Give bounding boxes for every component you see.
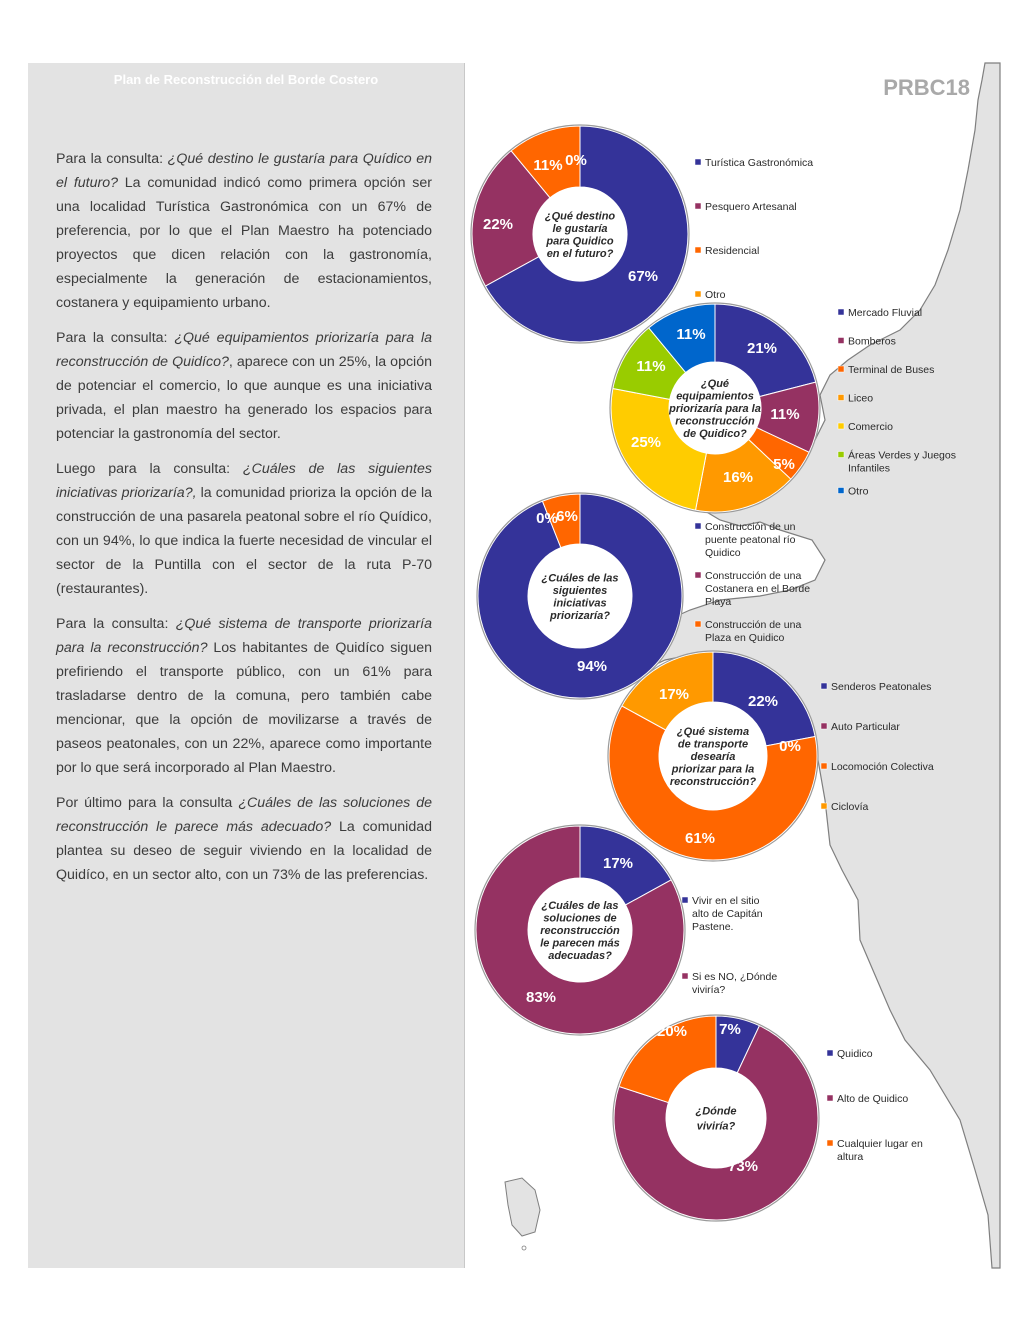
data-label: 5% — [773, 456, 795, 473]
legend-label: Otro — [848, 485, 869, 498]
chart-question-line: reconstrucción? — [669, 776, 757, 788]
chart-question-line: ¿Cuáles de las — [541, 572, 619, 585]
paragraph-text: Para la consulta: — [56, 151, 168, 167]
chart-question-line: le gustaría — [552, 222, 608, 235]
chart-question-line: ¿Qué — [700, 378, 730, 390]
legend-swatch — [827, 1095, 833, 1101]
legend-label: Quidico — [837, 1048, 873, 1060]
chart-question-line: adecuadas? — [548, 950, 612, 962]
legend-label: Bomberos — [848, 335, 896, 348]
document-title: Plan de Reconstrucción del Borde Costero — [113, 72, 379, 87]
legend-swatch — [695, 291, 701, 297]
legend-label: Plaza en Quidico — [705, 632, 785, 644]
donut-hole — [666, 1068, 766, 1168]
question-text: ¿Qué sistema de transporte priorizaría para la reconstrucción? — [56, 616, 432, 656]
legend-swatch — [695, 523, 701, 529]
paragraph-text: la comunidad prioriza la opción de la construcción de una pasarela peatonal sobre el río Quídico, con un 94%, lo que indica la fuerte necesidad de vincular el sector de la Puntilla con el sector de la ruta P-70 (restaurantes). — [56, 485, 432, 597]
chart-question-line: siguientes — [552, 584, 608, 597]
legend-swatch — [838, 423, 844, 429]
data-label: 16% — [722, 469, 754, 486]
legend-label: alto de Capitán — [692, 908, 763, 920]
chart-question-line: reconstrucción — [675, 415, 755, 428]
chart-question-line: iniciativas — [553, 597, 607, 610]
legend-swatch — [838, 338, 844, 344]
legend-swatch — [695, 247, 701, 253]
legend-label: Senderos Peatonales — [831, 681, 932, 693]
legend-label: Cualquier lugar en — [837, 1138, 923, 1150]
data-label: 25% — [630, 434, 662, 451]
legend-label: Comercio — [848, 421, 893, 433]
data-label: 11% — [676, 326, 706, 343]
legend-label: Pesquero Artesanal — [705, 201, 797, 213]
chart-question-line: ¿Cuáles de las — [541, 900, 619, 912]
chart-question-line: priorizaría? — [550, 609, 610, 622]
legend-swatch — [827, 1140, 833, 1146]
legend-label: Construcción de un — [705, 521, 796, 533]
legend-swatch — [827, 1050, 833, 1056]
data-label: 22% — [747, 693, 779, 710]
data-label: 61% — [684, 830, 716, 847]
legend-label: Ciclovía — [831, 801, 869, 813]
legend-swatch — [821, 683, 827, 689]
legend-swatch — [838, 366, 844, 372]
data-label: 83% — [525, 989, 557, 1006]
legend-label: Auto Particular — [831, 721, 900, 733]
paragraph-text: Por último para la consulta — [56, 795, 239, 811]
chart-question-line: de Quidico? — [683, 428, 747, 440]
data-label: 11% — [770, 406, 800, 423]
legend-label: Costanera en el Borde — [705, 583, 811, 595]
paragraph-text: Luego para la consulta: — [56, 461, 243, 477]
donut-chart-1 — [471, 125, 813, 343]
data-label: 22% — [482, 216, 514, 233]
legend-label: Turística Gastronómica — [705, 157, 814, 169]
legend-label: Mercado Fluvial — [848, 307, 923, 319]
data-label: 21% — [746, 340, 778, 357]
data-label: 17% — [658, 686, 690, 703]
legend-swatch — [821, 723, 827, 729]
chart-question-line: ¿Dónde — [695, 1105, 737, 1118]
legend-label: Construcción de una — [705, 570, 802, 582]
legend-label: puente peatonal río — [705, 534, 796, 546]
legend-swatch — [838, 309, 844, 315]
legend-label: Residencial — [705, 245, 760, 257]
legend-label: altura — [837, 1151, 864, 1163]
chart-question-line: para Quidico — [546, 235, 614, 248]
legend-label: Construcción de una — [705, 619, 802, 631]
legend-swatch — [838, 452, 844, 458]
data-label: 73% — [727, 1158, 759, 1175]
chart-question-line: ¿Qué sistema — [676, 726, 750, 738]
data-label: 0% — [565, 152, 587, 169]
data-label: 0% — [779, 738, 801, 755]
legend-label: viviría? — [692, 984, 726, 996]
question-text: ¿Cuáles de las soluciones de reconstrucción le parece más adecuado? — [56, 795, 432, 835]
legend-swatch — [682, 897, 688, 903]
legend-swatch — [838, 488, 844, 494]
legend-label: Alto de Quidico — [837, 1093, 909, 1105]
chart-question-line: priorizaría para la — [669, 403, 761, 415]
page-number: 20 — [908, 1194, 980, 1266]
chart-question-line: desearía — [690, 751, 736, 763]
question-text: ¿Qué equipamientos priorizaría para la reconstrucción de Quidíco? — [56, 330, 433, 370]
chart-question-line: en el futuro? — [546, 247, 614, 260]
data-label: 7% — [719, 1021, 741, 1038]
chart-question-line: soluciones de — [543, 912, 617, 925]
legend-swatch — [695, 159, 701, 165]
paragraph-text: , aparece con un 25%, la opción de potenciar el comercio, lo que aunque es una iniciativa privada, el plan maestro ha generado los espacios para potenciar la gastronomía del sector. — [56, 354, 432, 442]
data-label: 20% — [656, 1023, 688, 1040]
data-label: 17% — [602, 855, 634, 872]
legend-label: Si es NO, ¿Dónde — [692, 971, 778, 983]
data-label: 6% — [556, 508, 578, 525]
document-code: PRBC18 — [883, 75, 970, 100]
legend-label: Locomoción Colectiva — [831, 761, 934, 773]
chart-question-line: equipamientos — [676, 390, 754, 403]
paragraph-text: La comunidad indicó como primera opción ser una localidad Turística Gastronómica con un 67% de preferencia, por lo que el Plan Maestro ha potenciado proyectos que dicen relación con la gastronomía, especialmente la generación de estacionamientos, costanera y equipamiento urbano. — [56, 175, 432, 311]
question-text: ¿Qué destino le gustaría para Quídico en el futuro? — [56, 151, 433, 191]
data-label: 0% — [536, 510, 558, 527]
legend-label: Liceo — [848, 392, 874, 405]
legend-label: Terminal de Buses — [848, 364, 935, 376]
legend-label: Pastene. — [692, 921, 734, 933]
legend-swatch — [695, 621, 701, 627]
paragraph-text: La comunidad plantea su deseo de seguir viviendo en la localidad de Quidíco, en un sector alto, con un 73% de las preferencias. — [56, 819, 432, 883]
legend-label: Áreas Verdes y Juegos — [848, 449, 956, 462]
legend-swatch — [695, 203, 701, 209]
chart-question-line: le parecen más — [540, 937, 620, 950]
legend-swatch — [821, 803, 827, 809]
paragraph-text: Para la consulta: — [56, 616, 176, 632]
legend-label: Otro — [705, 289, 726, 301]
donut-chart-6 — [613, 1015, 923, 1221]
data-label: 94% — [576, 658, 608, 675]
paragraph-text: Los habitantes de Quidíco siguen prefiriendo el transporte público, con un 61% para trasladarse dentro de la comuna, pero también cabe mencionar, que la opción de movilizarse a través de paseos peatonales, con un 22%, aparece como importante por lo que será incorporado al Plan Maestro. — [56, 640, 432, 776]
legend-swatch — [821, 763, 827, 769]
legend-label: Playa — [705, 596, 732, 608]
legend-label: Vivir en el sitio — [692, 895, 760, 907]
legend-swatch — [682, 973, 688, 979]
chart-question-line: reconstrucción — [540, 925, 620, 937]
legend-swatch — [695, 572, 701, 578]
data-label: 11% — [533, 157, 563, 174]
question-text: ¿Cuáles de las siguientes iniciativas priorizaría?, — [56, 461, 432, 501]
chart-question-line: ¿Qué destino — [544, 210, 616, 223]
data-label: 67% — [627, 268, 659, 285]
chart-question-line: viviría? — [696, 1120, 736, 1133]
legend-label: Quidico — [705, 547, 741, 559]
legend-swatch — [838, 395, 844, 401]
chart-question-line: de transporte — [677, 738, 749, 751]
chart-question-line: priorizar para la — [671, 763, 755, 776]
data-label: 11% — [636, 358, 666, 375]
paragraph-text: Para la consulta: — [56, 330, 175, 346]
legend-label: Infantiles — [848, 462, 891, 475]
